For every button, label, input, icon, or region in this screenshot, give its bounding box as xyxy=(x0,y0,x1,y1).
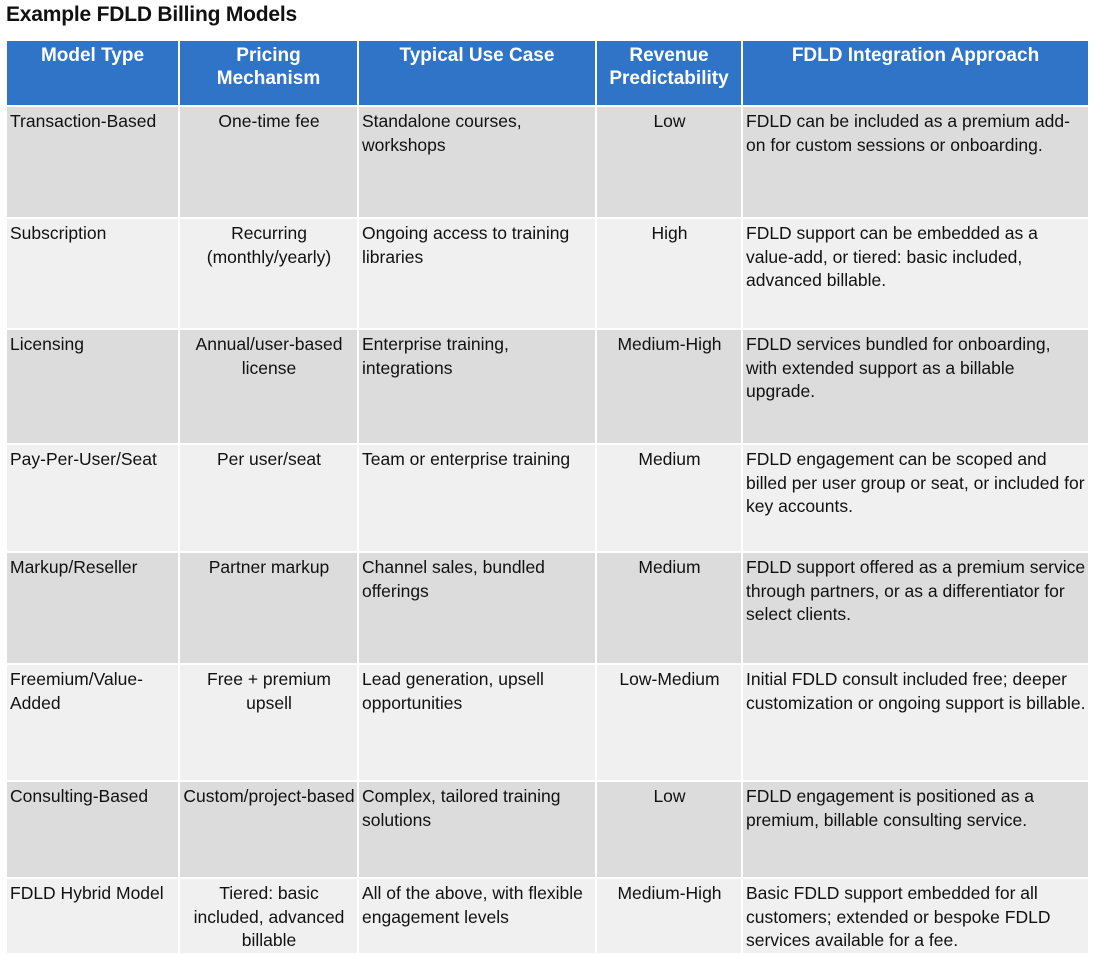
cell-pricing-mechanism: Per user/seat xyxy=(179,444,358,552)
cell-use-case: Lead generation, upsell opportunities xyxy=(358,664,596,781)
cell-predictability: Low xyxy=(596,106,742,218)
cell-integration-approach: Basic FDLD support embedded for all customers; extended or bespoke FDLD services available for a fee. xyxy=(742,878,1089,954)
cell-use-case: Complex, tailored training solutions xyxy=(358,781,596,878)
cell-integration-approach: FDLD engagement can be scoped and billed per user group or seat, or included for key accounts. xyxy=(742,444,1089,552)
header-pricing-mechanism: Pricing Mechanism xyxy=(179,40,358,106)
table-row xyxy=(6,329,1089,444)
cell-use-case: Channel sales, bundled offerings xyxy=(358,552,596,664)
table-row xyxy=(6,781,1089,878)
cell-model-type: Transaction-Based xyxy=(6,106,179,218)
cell-integration-approach: FDLD services bundled for onboarding, with extended support as a billable upgrade. xyxy=(742,329,1089,444)
header-integration-approach: FDLD Integration Approach xyxy=(742,40,1089,106)
cell-integration-approach: FDLD engagement is positioned as a premium, billable consulting service. xyxy=(742,781,1089,878)
header-typical-use-case: Typical Use Case xyxy=(358,40,596,106)
cell-use-case: Standalone courses, workshops xyxy=(358,106,596,218)
cell-integration-approach: FDLD support can be embedded as a value-add, or tiered: basic included, advanced billable. xyxy=(742,218,1089,329)
table-row xyxy=(6,552,1089,664)
table-row xyxy=(6,218,1089,329)
cell-integration-approach: FDLD can be included as a premium add-on for custom sessions or onboarding. xyxy=(742,106,1089,218)
cell-predictability: High xyxy=(596,218,742,329)
cell-model-type: Freemium/Value-Added xyxy=(6,664,179,781)
table-row xyxy=(6,106,1089,218)
cell-pricing-mechanism: Tiered: basic included, advanced billable xyxy=(179,878,358,954)
cell-pricing-mechanism: Partner markup xyxy=(179,552,358,664)
cell-model-type: FDLD Hybrid Model xyxy=(6,878,179,954)
cell-predictability: Low xyxy=(596,781,742,878)
cell-predictability: Low-Medium xyxy=(596,664,742,781)
cell-use-case: Ongoing access to training libraries xyxy=(358,218,596,329)
cell-pricing-mechanism: Annual/user-based license xyxy=(179,329,358,444)
cell-pricing-mechanism: One-time fee xyxy=(179,106,358,218)
cell-predictability: Medium xyxy=(596,444,742,552)
cell-model-type: Licensing xyxy=(6,329,179,444)
cell-pricing-mechanism: Custom/project-based xyxy=(179,781,358,878)
cell-integration-approach: FDLD support offered as a premium service through partners, or as a differentiator for select clients. xyxy=(742,552,1089,664)
header-row xyxy=(6,40,1089,106)
cell-integration-approach: Initial FDLD consult included free; deeper customization or ongoing support is billable. xyxy=(742,664,1089,781)
header-model-type: Model Type xyxy=(6,40,179,106)
cell-pricing-mechanism: Recurring (monthly/yearly) xyxy=(179,218,358,329)
table-row xyxy=(6,878,1089,954)
cell-pricing-mechanism: Free + premium upsell xyxy=(179,664,358,781)
cell-model-type: Markup/Reseller xyxy=(6,552,179,664)
table-row xyxy=(6,444,1089,552)
header-revenue-predictability: Revenue Predictability xyxy=(596,40,742,106)
cell-use-case: Team or enterprise training xyxy=(358,444,596,552)
cell-predictability: Medium xyxy=(596,552,742,664)
cell-model-type: Subscription xyxy=(6,218,179,329)
cell-use-case: All of the above, with flexible engagement levels xyxy=(358,878,596,954)
cell-predictability: Medium-High xyxy=(596,329,742,444)
document-title: Example FDLD Billing Models xyxy=(6,3,297,26)
cell-model-type: Consulting-Based xyxy=(6,781,179,878)
billing-models-table xyxy=(5,39,1090,955)
cell-model-type: Pay-Per-User/Seat xyxy=(6,444,179,552)
cell-predictability: Medium-High xyxy=(596,878,742,954)
table-row xyxy=(6,664,1089,781)
cell-use-case: Enterprise training, integrations xyxy=(358,329,596,444)
